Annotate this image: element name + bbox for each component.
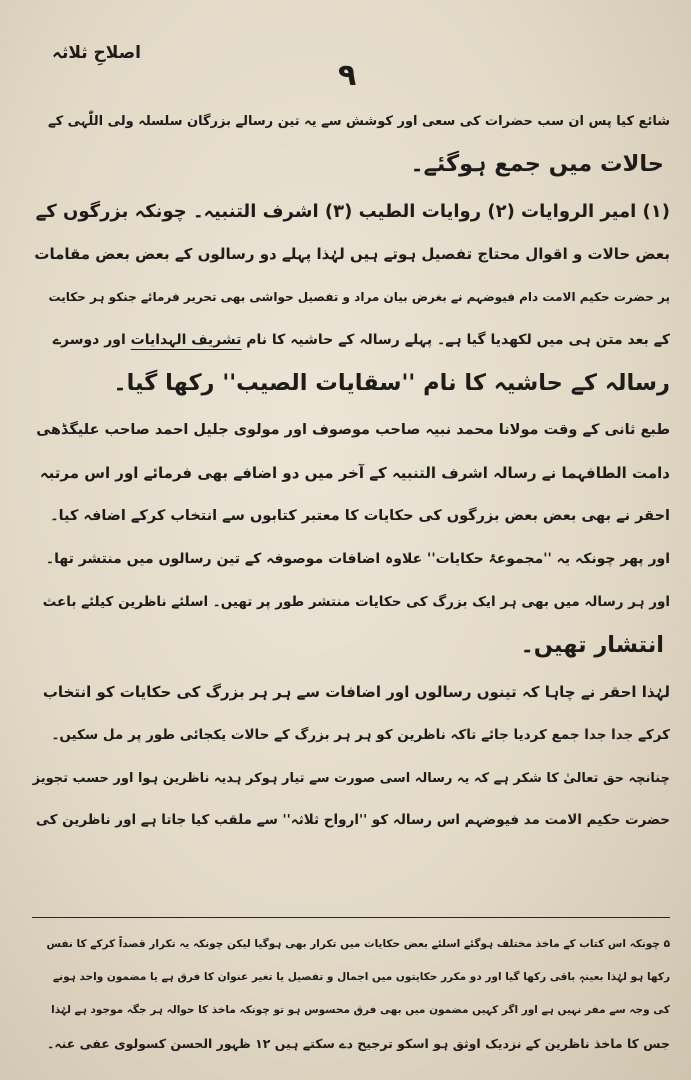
text-line: اور ہر رسالہ میں بھی ہر ایک بزرگ کی حکایات منتشر طور پر تھیں۔ اسلئے ناظرین کیلئے باعث [42, 594, 670, 610]
text-line: پر حضرت حکیم الامت دام فیوضہم نے بغرض بیان مراد و تفصیل حواشی بھی تحریر فرمائے جنکو ہر حکایت [48, 290, 670, 304]
footnote-line: ۵ چونکہ اس کتاب کے ماخذ مختلف ہوگئے اسلئے بعض حکایات میں تکرار بھی ہوگیا لیکن چونکہ یہ تکرار قصداً کرکے کا نفس [46, 938, 670, 950]
text-line: احقر نے بھی بعض بعض بزرگوں کی حکایات کا معتبر کتابوں سے انتخاب کرکے اضافہ کیا۔ [50, 508, 670, 524]
footnote-divider [32, 917, 670, 918]
main-text [32, 100, 670, 840]
text-line: کرکے جدا جدا جمع کردیا جائے تاکہ ناظرین کو ہر ہر بزرگ کے حالات یکجائی طور پر مل سکیں۔ [51, 727, 670, 743]
text-line: حضرت حکیم الامت مد فیوضہم اس رسالہ کو ''ارواح ثلاثہ'' سے ملقب کیا جاتا ہے اور ناظرین کی [35, 812, 670, 828]
text-line: شائع کیا پس ان سب حضرات کی سعی اور کوشش سے یہ تین رسالے بزرگان سلسلہ ولی اللّٰہی کے [47, 114, 670, 129]
text-line: طبع ثانی کے وقت مولانا محمد نبیہ صاحب موصوف اور مولوی جلیل احمد صاحب علیگڈھی [36, 422, 670, 438]
footnote [32, 928, 670, 1060]
footnote-line: کی وجہ سے مفر نہیں ہے اور اگر کہیں مضمون میں بھی فرق محسوس ہو تو چونکہ ماخذ کا حوالہ ہر جگہ موجود ہے لہٰذا [51, 1004, 670, 1016]
text-line: (۱) امیر الروایات (۲) روایات الطیب (۳) اشرف التنبیہ۔ چونکہ بزرگوں کے [35, 201, 670, 222]
footnote-line: رکھا ہو لہٰذا بعینہٖ باقی رکھا گیا اور دو مکرر حکایتوں میں اجمال و تفصیل یا تغیر عنوان کا فرق ہے یا مضمون واحد ہونے [52, 971, 670, 983]
running-header-title: اصلاحِ ثلاثہ [52, 43, 141, 63]
text-line: انتشار تھیں۔ [520, 632, 664, 658]
text-line: حالات میں جمع ہوگئے۔ [410, 151, 664, 177]
text-line: لہٰذا احقر نے چاہا کہ تینوں رسالوں اور اضافات سے ہر ہر بزرگ کی حکایات کو انتخاب [42, 683, 670, 701]
text-line-part: کے بعد متن ہی میں لکھدیا گیا ہے۔ پہلے رسالہ کے حاشیہ کا نام [241, 332, 670, 348]
text-line-part: اور دوسرے [52, 332, 131, 348]
text-line: چنانچہ حق تعالیٰ کا شکر ہے کہ یہ رسالہ اسی صورت سے تیار ہوکر ہدیہ ناظرین ہوا اور حسب تجویز [32, 771, 670, 786]
text-line-with-underline [32, 319, 670, 362]
text-line: اور پھر چونکہ یہ ''مجموعۂ حکایات'' علاوہ اضافات موصوفہ کے تین رسالوں میں منتشر تھا۔ [45, 551, 670, 567]
text-line: بعض حالات و اقوال محتاج تفصیل ہوتے ہیں لہٰذا پہلے دو رسالوں کے بعض بعض مقامات [34, 245, 670, 263]
text-line: رسالہ کے حاشیہ کا نام ''سقایات الصیب'' رکھا گیا۔ [113, 370, 670, 396]
underlined-title: تشریف الہدایات [130, 332, 242, 348]
page-number: ۹ [338, 58, 357, 93]
footnote-line: جس کا ماخذ ناظرین کے نزدیک اوثق ہو اسکو ترجیح دے سکتے ہیں ۱۲ ظہور الحسن کسولوی عفی عنہ۔ [47, 1036, 670, 1051]
text-line: دامت الطافہما نے رسالہ اشرف التنبیہ کے آخر میں دو اضافے بھی فرمائے اور اس مرتبہ [39, 464, 670, 482]
